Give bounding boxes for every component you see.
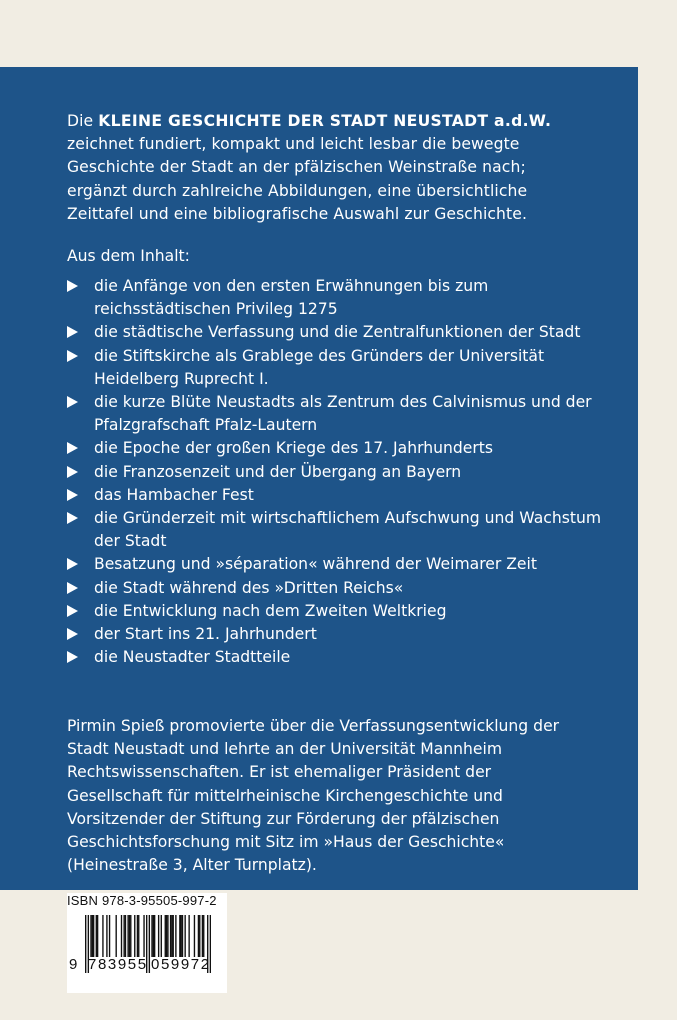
- barcode-bar: [199, 915, 200, 957]
- triangle-bullet-icon: [67, 350, 78, 362]
- intro-paragraph: [67, 110, 587, 226]
- triangle-bullet-icon: [67, 280, 78, 292]
- barcode-bar: [158, 915, 159, 957]
- barcode-bar: [170, 915, 171, 957]
- barcode-bar: [102, 915, 103, 957]
- ean-right-group: 059972: [151, 956, 211, 973]
- barcode-bar: [173, 915, 174, 957]
- contents-list: [67, 275, 612, 669]
- barcode-bar: [149, 915, 150, 973]
- contents-item-text: die Anfänge von den ersten Erwähnungen bis zum reichsstädtischen Privileg 1275: [94, 277, 489, 319]
- isbn-label: ISBN 978-3-95505-997-2: [67, 893, 217, 908]
- contents-item: [67, 484, 612, 507]
- contents-item: [67, 275, 612, 321]
- barcode-bar: [85, 915, 86, 973]
- contents-item: [67, 623, 612, 646]
- contents-item: [67, 646, 612, 669]
- contents-item: [67, 577, 612, 600]
- barcode-bar: [175, 915, 176, 957]
- triangle-bullet-icon: [67, 326, 78, 338]
- barcode-bar: [182, 915, 183, 957]
- contents-item: [67, 345, 612, 391]
- triangle-bullet-icon: [67, 651, 78, 663]
- book-title: KLEINE GESCHICHTE DER STADT NEUSTADT a.d.W.: [98, 112, 552, 130]
- barcode-bar: [180, 915, 181, 957]
- contents-item-text: die Gründerzeit mit wirtschaftlichem Aufschwung und Wachstum der Stadt: [94, 509, 602, 551]
- barcode-bar: [166, 915, 167, 957]
- contents-item-text: die kurze Blüte Neustadts als Zentrum des Calvinismus und der Pfalzgrafschaft Pfalz-Lautern: [94, 393, 592, 435]
- barcode-bar: [90, 915, 91, 957]
- contents-item-text: das Hambacher Fest: [94, 485, 254, 504]
- barcode-bar: [116, 915, 117, 957]
- triangle-bullet-icon: [67, 628, 78, 640]
- contents-item-text: die städtische Verfassung und die Zentralfunktionen der Stadt: [94, 323, 581, 342]
- contents-item-text: die Stiftskirche als Grablege des Gründers der Universität Heidelberg Ruprecht I.: [94, 346, 545, 388]
- barcode-bar: [161, 915, 162, 957]
- barcode-bar: [125, 915, 126, 957]
- triangle-bullet-icon: [67, 442, 78, 454]
- contents-item-text: der Start ins 21. Jahrhundert: [94, 625, 317, 644]
- barcode-bar: [202, 915, 203, 957]
- barcode-bar: [198, 915, 199, 957]
- contents-item: [67, 553, 612, 576]
- barcode-bar: [188, 915, 189, 957]
- intro-prefix: Die: [67, 112, 99, 130]
- triangle-bullet-icon: [67, 512, 78, 524]
- barcode-bar: [179, 915, 180, 957]
- ean-first-digit: 9: [69, 956, 78, 973]
- barcode-bar: [129, 915, 130, 957]
- barcode-bar: [109, 915, 110, 957]
- barcode-bar: [96, 915, 97, 957]
- barcode-bar: [165, 915, 166, 957]
- triangle-bullet-icon: [67, 396, 78, 408]
- barcode-bar: [153, 915, 154, 957]
- triangle-bullet-icon: [67, 605, 78, 617]
- contents-item-text: Besatzung und »séparation« während der Weimarer Zeit: [94, 555, 537, 574]
- contents-item-text: die Neustadter Stadtteile: [94, 648, 291, 667]
- contents-item: [67, 600, 612, 623]
- blue-text-panel: [0, 67, 638, 890]
- contents-item: [67, 507, 612, 553]
- triangle-bullet-icon: [67, 489, 78, 501]
- barcode-bar: [184, 915, 185, 957]
- triangle-bullet-icon: [67, 558, 78, 570]
- barcode-bar: [137, 915, 138, 957]
- ean-left-group: 783955: [88, 956, 148, 973]
- barcode-bar: [92, 915, 93, 957]
- barcode-bar: [97, 915, 98, 957]
- barcode-bar: [154, 915, 155, 957]
- barcode-bar: [167, 915, 168, 957]
- barcode-bar: [138, 915, 139, 957]
- barcode-bar: [127, 915, 128, 957]
- barcode-bar: [93, 915, 94, 957]
- contents-item: [67, 391, 612, 437]
- barcode-bar: [203, 915, 204, 957]
- barcode-bar: [194, 915, 195, 957]
- triangle-bullet-icon: [67, 466, 78, 478]
- barcode-bar: [151, 915, 152, 957]
- barcode-bar: [123, 915, 124, 957]
- contents-item-text: die Franzosenzeit und der Übergang an Bayern: [94, 462, 462, 481]
- contents-heading: Aus dem Inhalt:: [67, 247, 190, 265]
- author-bio: Pirmin Spieß promovierte über die Verfassungsentwicklung der Stadt Neustadt und lehrte an der Universität Mannheim Rechtswissenschaften. Er ist ehemaliger Präsident der Gesellschaft für mittelrheinische Kirchengeschichte und Vorsitzender der Stiftung zur Förderung der pfälzischen Geschichtsforschung mit Sitz im »Haus der Geschichte« (Heinestraße 3, Alter Turnplatz).: [67, 717, 560, 875]
- contents-item: [67, 321, 612, 344]
- contents-item: [67, 437, 612, 460]
- contents-item-text: die Stadt während des »Dritten Reichs«: [94, 578, 404, 597]
- barcode-bar: [171, 915, 172, 957]
- barcode-bar: [134, 915, 135, 957]
- cover-edge-strip: [638, 0, 677, 1020]
- barcode-bar: [121, 915, 122, 957]
- barcode-bar: [106, 915, 107, 957]
- contents-item-text: die Entwicklung nach dem Zweiten Weltkrieg: [94, 601, 447, 620]
- barcode-bar: [130, 915, 131, 957]
- contents-item-text: die Epoche der großen Kriege des 17. Jahrhunderts: [94, 439, 494, 458]
- contents-item: [67, 461, 612, 484]
- barcode-box: [67, 893, 227, 993]
- barcode-bar: [143, 915, 144, 957]
- intro-text: zeichnet fundiert, kompakt und leicht lesbar die bewegte Geschichte der Stadt an der pfälzischen Weinstraße nach; ergänzt durch zahlreiche Abbildungen, eine übersichtliche Zeittafel und eine bibliografische Auswahl zur Geschichte.: [67, 135, 528, 223]
- triangle-bullet-icon: [67, 582, 78, 594]
